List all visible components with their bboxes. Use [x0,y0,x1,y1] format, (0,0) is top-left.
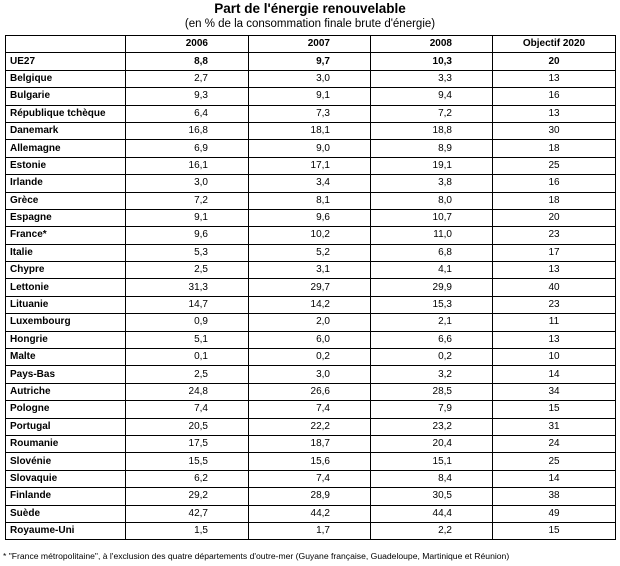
value-cell-2008: 44,4 [371,505,493,522]
value-cell-2007: 3,1 [249,262,371,279]
header-2006: 2006 [126,36,249,53]
country-cell: Lituanie [6,296,126,313]
value-cell-2008: 28,5 [371,383,493,400]
value-cell-2007: 14,2 [249,296,371,313]
value-cell-2006: 2,5 [126,366,249,383]
value-cell-2007: 15,6 [249,453,371,470]
value-cell-2007: 18,1 [249,122,371,139]
objectif-2020-cell: 10 [493,349,616,366]
objectif-2020-cell: 18 [493,192,616,209]
value-cell-2008: 10,3 [371,53,493,70]
value-cell-2008: 19,1 [371,157,493,174]
value-cell-2007: 9,6 [249,209,371,226]
table-row [6,88,616,105]
table-row [6,296,616,313]
value-cell-2007: 9,7 [249,53,371,70]
objectif-2020-cell: 20 [493,209,616,226]
value-cell-2007: 18,7 [249,435,371,452]
objectif-2020-cell: 13 [493,70,616,87]
country-cell: Pologne [6,401,126,418]
objectif-2020-cell: 40 [493,279,616,296]
value-cell-2008: 4,1 [371,262,493,279]
value-cell-2006: 16,8 [126,122,249,139]
value-cell-2006: 5,1 [126,331,249,348]
value-cell-2007: 3,0 [249,366,371,383]
table-row [6,244,616,261]
objectif-2020-cell: 20 [493,53,616,70]
value-cell-2007: 1,7 [249,522,371,539]
objectif-2020-cell: 25 [493,453,616,470]
value-cell-2006: 9,6 [126,227,249,244]
value-cell-2008: 15,1 [371,453,493,470]
table-row [6,70,616,87]
value-cell-2006: 9,1 [126,209,249,226]
header-objectif-2020: Objectif 2020 [493,36,616,53]
value-cell-2006: 24,8 [126,383,249,400]
value-cell-2006: 20,5 [126,418,249,435]
objectif-2020-cell: 16 [493,88,616,105]
country-cell: Allemagne [6,140,126,157]
value-cell-2008: 23,2 [371,418,493,435]
value-cell-2006: 0,9 [126,314,249,331]
value-cell-2008: 2,1 [371,314,493,331]
value-cell-2007: 10,2 [249,227,371,244]
value-cell-2008: 7,9 [371,401,493,418]
country-cell: Danemark [6,122,126,139]
value-cell-2007: 9,0 [249,140,371,157]
value-cell-2006: 7,2 [126,192,249,209]
table-body [6,53,616,540]
country-cell: Slovénie [6,453,126,470]
value-cell-2006: 6,9 [126,140,249,157]
country-cell: République tchèque [6,105,126,122]
country-cell: Estonie [6,157,126,174]
value-cell-2007: 5,2 [249,244,371,261]
value-cell-2006: 2,5 [126,262,249,279]
objectif-2020-cell: 23 [493,227,616,244]
country-cell: Belgique [6,70,126,87]
table-row [6,314,616,331]
value-cell-2007: 29,7 [249,279,371,296]
objectif-2020-cell: 38 [493,488,616,505]
value-cell-2008: 2,2 [371,522,493,539]
value-cell-2008: 3,2 [371,366,493,383]
country-cell: Finlande [6,488,126,505]
value-cell-2006: 5,3 [126,244,249,261]
value-cell-2006: 3,0 [126,175,249,192]
objectif-2020-cell: 13 [493,262,616,279]
table-row [6,418,616,435]
table-row [6,53,616,70]
objectif-2020-cell: 30 [493,122,616,139]
value-cell-2006: 17,5 [126,435,249,452]
country-cell: Irlande [6,175,126,192]
country-cell: Chypre [6,262,126,279]
objectif-2020-cell: 15 [493,522,616,539]
value-cell-2007: 6,0 [249,331,371,348]
table-row [6,505,616,522]
table-header [6,36,616,53]
objectif-2020-cell: 18 [493,140,616,157]
country-cell: Grèce [6,192,126,209]
header-row [6,36,616,53]
country-cell: Autriche [6,383,126,400]
value-cell-2006: 2,7 [126,70,249,87]
country-cell: Lettonie [6,279,126,296]
value-cell-2008: 18,8 [371,122,493,139]
table-subtitle: (en % de la consommation finale brute d'énergie) [184,18,436,30]
value-cell-2007: 3,4 [249,175,371,192]
value-cell-2008: 8,0 [371,192,493,209]
country-cell: Espagne [6,209,126,226]
country-cell: Bulgarie [6,88,126,105]
value-cell-2007: 2,0 [249,314,371,331]
value-cell-2007: 7,4 [249,470,371,487]
country-cell: Hongrie [6,331,126,348]
objectif-2020-cell: 31 [493,418,616,435]
header-country [6,36,126,53]
table-row [6,401,616,418]
value-cell-2008: 3,8 [371,175,493,192]
value-cell-2008: 3,3 [371,70,493,87]
value-cell-2006: 7,4 [126,401,249,418]
country-cell: Roumanie [6,435,126,452]
value-cell-2007: 22,2 [249,418,371,435]
country-cell: Malte [6,349,126,366]
value-cell-2006: 42,7 [126,505,249,522]
table-row [6,435,616,452]
footnote: * "France métropolitaine", à l'exclusion des quatre départements d'outre-mer (Guyane française, Guadeloupe, Martinique et Réunion) [3,551,510,561]
value-cell-2007: 28,9 [249,488,371,505]
value-cell-2008: 8,9 [371,140,493,157]
objectif-2020-cell: 13 [493,105,616,122]
objectif-2020-cell: 24 [493,435,616,452]
objectif-2020-cell: 17 [493,244,616,261]
country-cell: France* [6,227,126,244]
header-2007: 2007 [249,36,371,53]
table-row [6,192,616,209]
value-cell-2008: 10,7 [371,209,493,226]
value-cell-2006: 8,8 [126,53,249,70]
table-row [6,262,616,279]
value-cell-2006: 6,4 [126,105,249,122]
table-row [6,331,616,348]
value-cell-2006: 0,1 [126,349,249,366]
objectif-2020-cell: 14 [493,366,616,383]
value-cell-2006: 1,5 [126,522,249,539]
objectif-2020-cell: 34 [493,383,616,400]
value-cell-2008: 15,3 [371,296,493,313]
value-cell-2008: 8,4 [371,470,493,487]
table-row [6,157,616,174]
value-cell-2008: 30,5 [371,488,493,505]
table-row [6,488,616,505]
table-row [6,105,616,122]
value-cell-2007: 0,2 [249,349,371,366]
renewable-energy-table [5,35,616,540]
value-cell-2006: 6,2 [126,470,249,487]
objectif-2020-cell: 14 [493,470,616,487]
value-cell-2008: 11,0 [371,227,493,244]
table-row [6,227,616,244]
table-title: Part de l'énergie renouvelable [214,1,406,16]
objectif-2020-cell: 15 [493,401,616,418]
value-cell-2006: 15,5 [126,453,249,470]
country-cell: UE27 [6,53,126,70]
header-2008: 2008 [371,36,493,53]
table-row [6,175,616,192]
objectif-2020-cell: 11 [493,314,616,331]
value-cell-2006: 29,2 [126,488,249,505]
value-cell-2008: 29,9 [371,279,493,296]
table-row [6,140,616,157]
value-cell-2007: 7,3 [249,105,371,122]
objectif-2020-cell: 25 [493,157,616,174]
value-cell-2007: 17,1 [249,157,371,174]
table-row [6,122,616,139]
country-cell: Italie [6,244,126,261]
value-cell-2006: 14,7 [126,296,249,313]
country-cell: Portugal [6,418,126,435]
country-cell: Luxembourg [6,314,126,331]
table-row [6,209,616,226]
table-row [6,470,616,487]
value-cell-2007: 7,4 [249,401,371,418]
value-cell-2008: 6,6 [371,331,493,348]
objectif-2020-cell: 13 [493,331,616,348]
value-cell-2007: 44,2 [249,505,371,522]
country-cell: Suède [6,505,126,522]
objectif-2020-cell: 16 [493,175,616,192]
table-row [6,522,616,539]
value-cell-2008: 7,2 [371,105,493,122]
country-cell: Royaume-Uni [6,522,126,539]
value-cell-2008: 6,8 [371,244,493,261]
table-row [6,383,616,400]
objectif-2020-cell: 23 [493,296,616,313]
table-row [6,279,616,296]
value-cell-2007: 8,1 [249,192,371,209]
table-row [6,453,616,470]
value-cell-2008: 0,2 [371,349,493,366]
value-cell-2008: 20,4 [371,435,493,452]
value-cell-2006: 31,3 [126,279,249,296]
table-row [6,366,616,383]
country-cell: Slovaquie [6,470,126,487]
value-cell-2007: 3,0 [249,70,371,87]
country-cell: Pays-Bas [6,366,126,383]
value-cell-2007: 9,1 [249,88,371,105]
value-cell-2007: 26,6 [249,383,371,400]
value-cell-2006: 9,3 [126,88,249,105]
table-row [6,349,616,366]
value-cell-2006: 16,1 [126,157,249,174]
value-cell-2008: 9,4 [371,88,493,105]
objectif-2020-cell: 49 [493,505,616,522]
